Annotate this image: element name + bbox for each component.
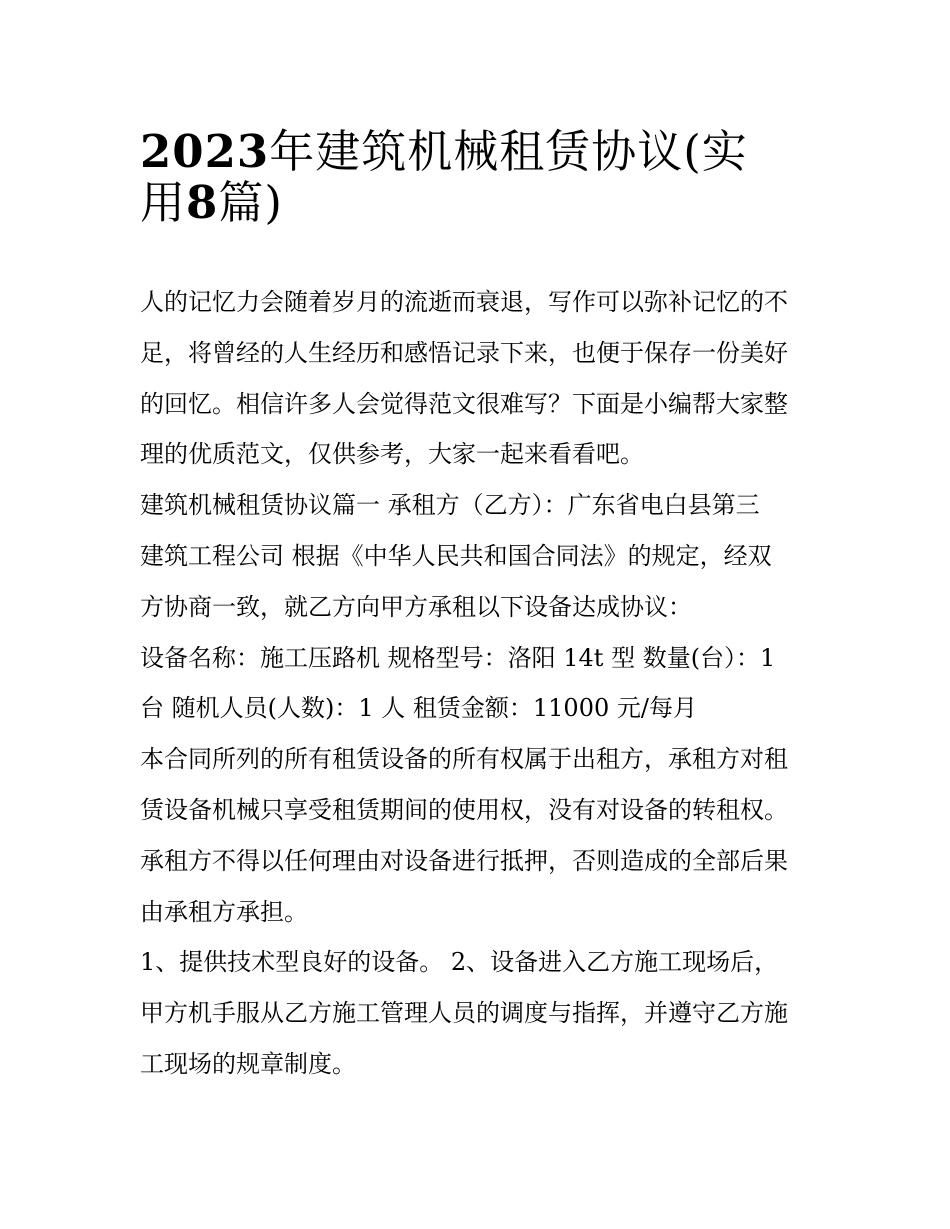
body-line: 1、提供技术型良好的设备。 2、设备进入乙方施工现场后， bbox=[140, 948, 779, 977]
body-line: 工现场的规章制度。 bbox=[140, 1049, 356, 1078]
body-line: 承租方不得以任何理由对设备进行抵押，否则造成的全部后果 bbox=[140, 846, 788, 875]
body-line: 方协商一致，就乙方向甲方承租以下设备达成协议： bbox=[140, 592, 692, 621]
title-line-1: 2023年建筑机械租赁协议(实 bbox=[140, 125, 748, 178]
body-line: 建筑机械租赁协议篇一 承租方（乙方）：广东省电白县第三 bbox=[140, 491, 760, 520]
body-line: 本合同所列的所有租赁设备的所有权属于出租方，承租方对租 bbox=[140, 745, 788, 774]
body-line: 人的记忆力会随着岁月的流逝而衰退，写作可以弥补记忆的不 bbox=[140, 288, 788, 316]
title-year: 2023 bbox=[140, 125, 270, 178]
title-line-2: 用8篇) bbox=[140, 175, 283, 229]
body-line: 建筑工程公司 根据《中华人民共和国合同法》的规定，经双 bbox=[140, 541, 772, 570]
body-line: 的回忆。相信许多人会觉得范文很难写？下面是小编帮大家整 bbox=[140, 389, 788, 418]
body-line: 台 随机人员(人数)：1 人 租赁金额：11000 元/每月 bbox=[140, 694, 697, 723]
body-line: 赁设备机械只享受租赁期间的使用权，没有对设备的转租权。 bbox=[140, 795, 788, 824]
body-line: 足，将曾经的人生经历和感悟记录下来，也便于保存一份美好 bbox=[140, 338, 788, 367]
body-line: 设备名称：施工压路机 规格型号：洛阳 14t 型 数量(台）：1 bbox=[140, 643, 776, 672]
title-count: 8 bbox=[186, 175, 219, 229]
body-line: 甲方机手服从乙方施工管理人员的调度与指挥，并遵守乙方施 bbox=[140, 999, 788, 1028]
document-title bbox=[140, 112, 820, 229]
body-line: 理的优质范文，仅供参考，大家一起来看看吧。 bbox=[140, 440, 644, 469]
document-body bbox=[140, 277, 820, 1090]
body-line: 由承租方承担。 bbox=[140, 897, 308, 926]
